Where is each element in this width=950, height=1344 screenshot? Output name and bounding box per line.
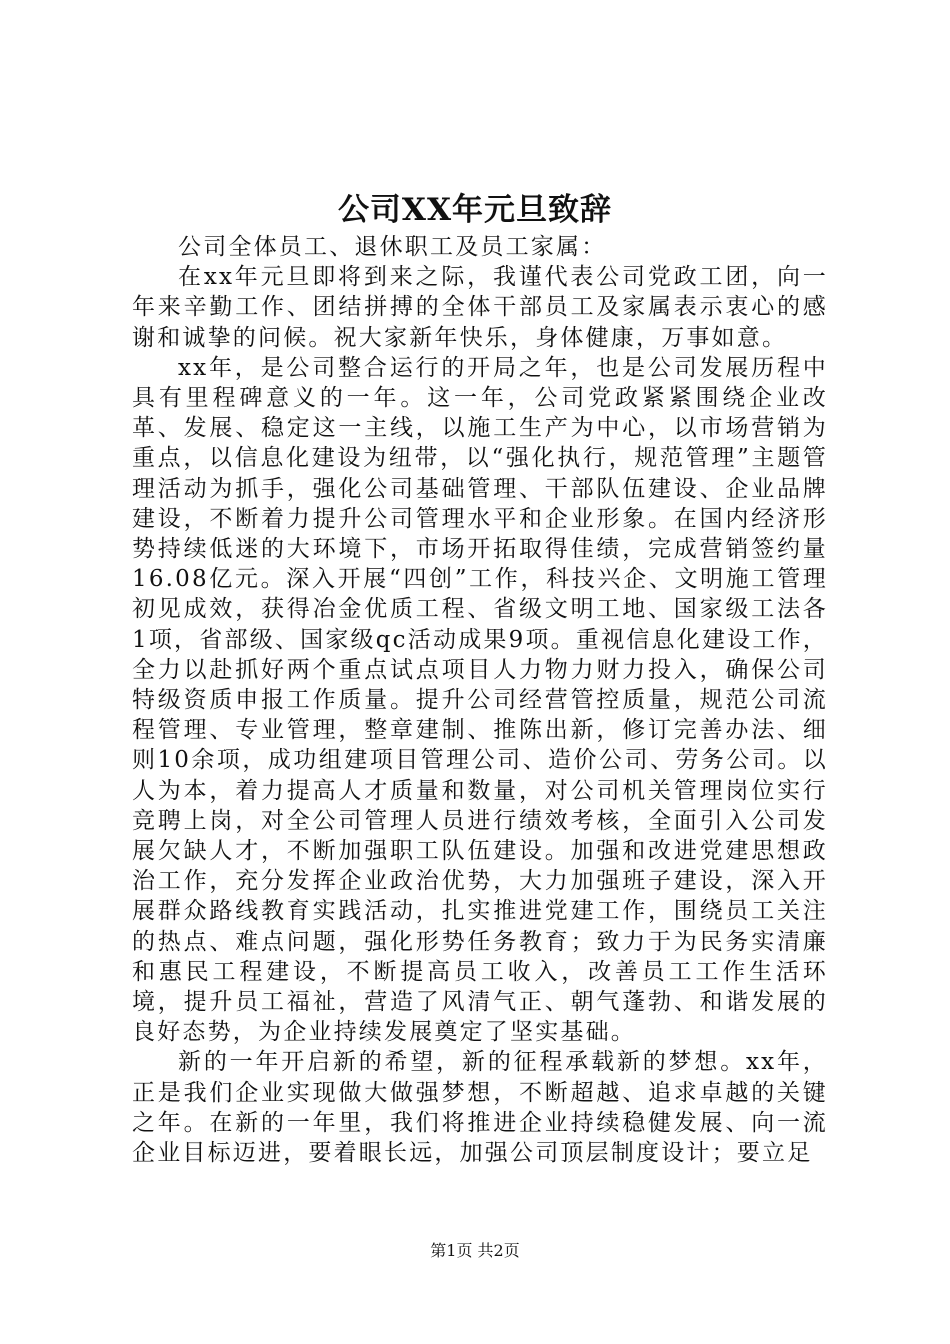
page-number-footer: 第1页 共2页	[430, 1241, 520, 1260]
greeting-paragraph: 在xx年元旦即将到来之际，我谨代表公司党政工团，向一年来辛勤工作、团结拼搏的全体干部员工及家属表示衷心的感谢和诚挚的问候。祝大家新年快乐，身体健康，万事如意。	[132, 264, 828, 351]
document-body	[132, 232, 828, 1168]
review-paragraph: xx年，是公司整合运行的开局之年，也是公司发展历程中具有里程碑意义的一年。这一年，公司党政紧紧围绕企业改革、发展、稳定这一主线，以施工生产为中心，以市场营销为重点，以信息化建设为纽带，以“强化执行，规范管理”主题管理活动为抓手，强化公司基础管理、干部队伍建设、企业品牌建设，不断着力提升公司管理水平和企业形象。在国内经济形势持续低迷的大环境下，市场开拓取得佳绩，完成营销签约量16.08亿元。深入开展“四创”工作，科技兴企、文明施工管理初见成效，获得冶金优质工程、省级文明工地、国家级工法各1项，省部级、国家级qc活动成果9项。重视信息化建设工作，全力以赴抓好两个重点试点项目人力物力财力投入，确保公司特级资质申报工作质量。提升公司经营管控质量，规范公司流程管理、专业管理，整章建制、推陈出新，修订完善办法、细则10余项，成功组建项目管理公司、造价公司、劳务公司。以人为本，着力提高人才质量和数量，对公司机关管理岗位实行竞聘上岗，对全公司管理人员进行绩效考核，全面引入公司发展欠缺人才，不断加强职工队伍建设。加强和改进党建思想政治工作，充分发挥企业政治优势，大力加强班子建设，深入开展群众路线教育实践活动，扎实推进党建工作，围绕员工关注的热点、难点问题，强化形势任务教育；致力于为民务实清廉和惠民工程建设，不断提高员工收入，改善员工工作生活环境，提升员工福祉，营造了风清气正、朝气蓬勃、和谐发展的良好态势，为企业持续发展奠定了坚实基础。	[132, 354, 828, 1046]
salutation-paragraph: 公司全体员工、退休职工及员工家属：	[178, 234, 607, 260]
outlook-paragraph: 新的一年开启新的希望，新的征程承载新的梦想。xx年，正是我们企业实现做大做强梦想，不断超越、追求卓越的关键之年。在新的一年里，我们将推进企业持续稳健发展、向一流企业目标迈进，要着眼长远，加强公司顶层制度设计；要立足	[132, 1049, 828, 1167]
document-title: 公司XX年元旦致辞	[337, 192, 613, 228]
